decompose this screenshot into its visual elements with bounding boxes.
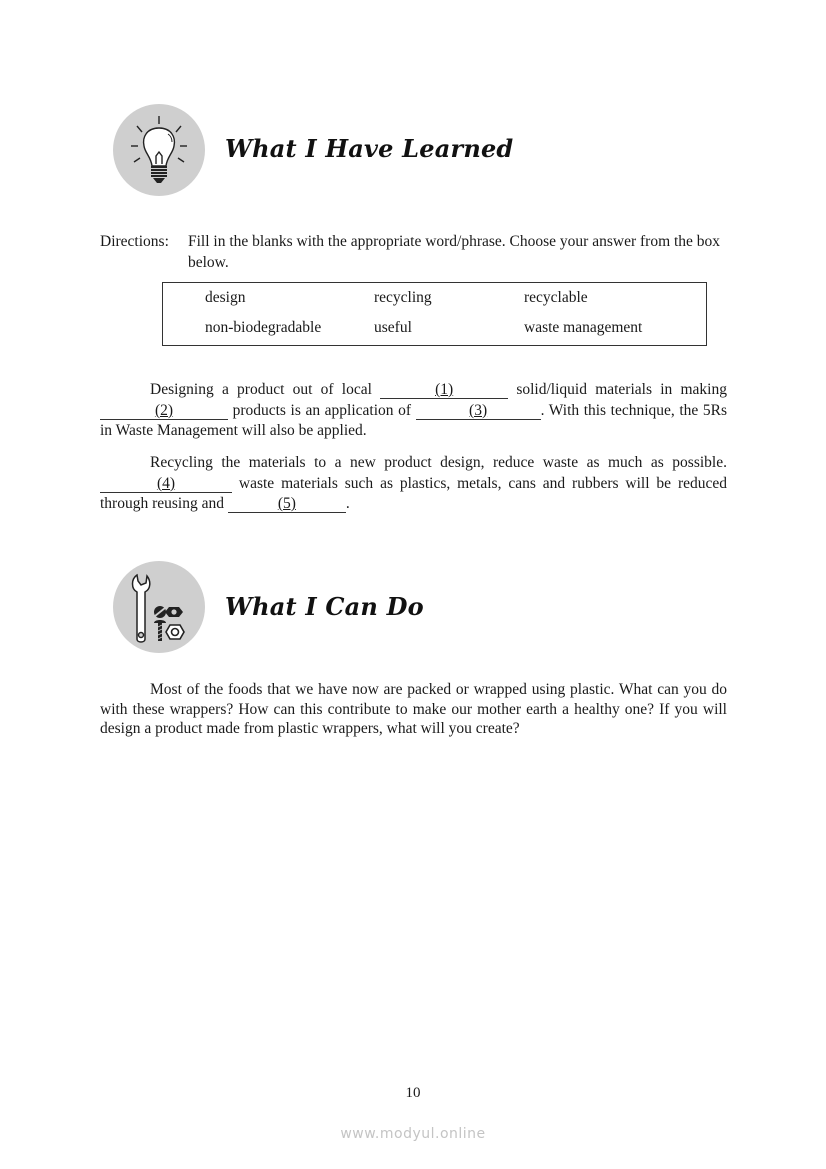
word-choice-box	[162, 282, 707, 346]
text: . With this technique, the 5Rs in Waste Management will also be applied.	[100, 401, 727, 439]
section-title-learned: What I Have Learned	[225, 134, 514, 163]
text: products is an application of	[228, 401, 416, 419]
text: .	[345, 495, 350, 512]
section-title-can-do: What I Can Do	[225, 592, 424, 621]
text: waste materials such as plastics, metals, cans and rubbers will be reduced through reusing and	[100, 474, 727, 512]
page-number: 10	[405, 1085, 421, 1101]
word-choice: useful	[374, 319, 412, 336]
blank-1[interactable]: (1)	[380, 382, 508, 399]
directions-label: Directions:	[100, 233, 169, 250]
wrench-tools-icon	[113, 561, 205, 653]
blank-3[interactable]: (3)	[416, 403, 541, 420]
word-choice: recycling	[374, 289, 432, 306]
lightbulb-icon	[113, 104, 205, 196]
text: Designing a product out of local	[150, 381, 381, 398]
text: solid/liquid materials in making	[508, 381, 727, 398]
text: Recycling the materials to a new product design, reduce waste as much as possible.	[150, 454, 727, 471]
paragraph-1	[100, 380, 727, 442]
word-choice: recyclable	[524, 289, 588, 306]
watermark: www.modyul.online	[340, 1126, 486, 1142]
blank-5[interactable]: (5)	[228, 496, 346, 513]
word-choice: non-biodegradable	[205, 319, 322, 336]
directions-text: Fill in the blanks with the appropriate word/phrase. Choose your answer from the box below.	[188, 233, 721, 271]
paragraph-2	[100, 453, 727, 515]
paragraph-3: Most of the foods that we have now are packed or wrapped using plastic. What can you do with these wrappers? How can this contribute to make our mother earth a healthy one? If you will design a product made from plastic wrappers, what will you create?	[100, 681, 727, 738]
word-choice: waste management	[524, 319, 643, 336]
word-choice: design	[205, 289, 246, 306]
blank-4[interactable]: (4)	[100, 476, 232, 493]
blank-2[interactable]: (2)	[100, 403, 228, 420]
